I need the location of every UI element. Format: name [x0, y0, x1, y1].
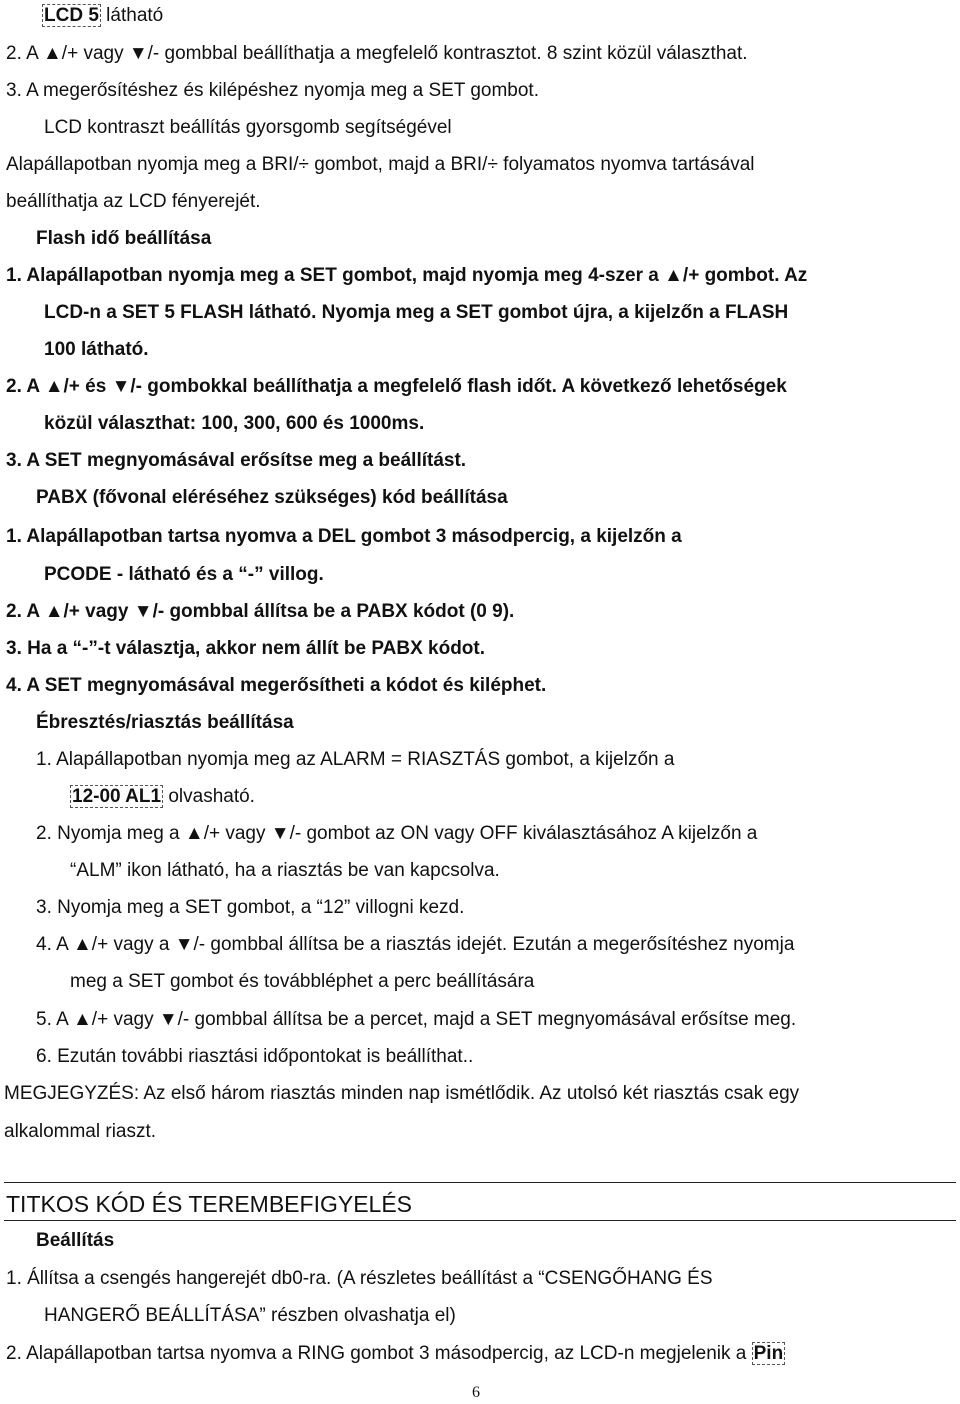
text-line: 1. Állítsa a csengés hangerejét db0-ra. (A részletes beállítást a “CSENGŐHANG ÉS: [6, 1268, 713, 1289]
text-line: 1. Alapállapotban tartsa nyomva a DEL gombot 3 másodpercig, a kijelzőn a: [6, 526, 682, 547]
text-line: 3. A megerősítéshez és kilépéshez nyomja meg a SET gombot.: [6, 80, 539, 101]
lcd-display-value: LCD 5: [44, 5, 99, 26]
text-line: 2. Nyomja meg a ▲/+ vagy ▼/- gombot az ON vagy OFF kiválasztásához A kijelzőn a: [36, 823, 758, 844]
text-line: 100 látható.: [44, 339, 149, 360]
note-line: MEGJEGYZÉS: Az első három riasztás minden nap ismétlődik. Az utolsó két riasztás csak egy: [4, 1083, 800, 1104]
text-line: 2. A ▲/+ és ▼/- gombokkal beállíthatja a megfelelő flash időt. A következő lehetőségek: [6, 376, 787, 397]
text-line: 4. A SET megnyomásával megerősítheti a kódot és kiléphet.: [6, 675, 547, 696]
text-line: “ALM” ikon látható, ha a riasztás be van kapcsolva.: [70, 860, 500, 881]
section-rule-top: [4, 1182, 956, 1183]
text-line: 1. Alapállapotban nyomja meg az ALARM = RIASZTÁS gombot, a kijelzőn a: [36, 749, 675, 770]
text-line: HANGERŐ BEÁLLÍTÁSA” részben olvashatja el): [44, 1305, 456, 1326]
text-line: PCODE - látható és a “-” villog.: [44, 564, 324, 585]
text-line: 5. A ▲/+ vagy ▼/- gombbal állítsa be a percet, majd a SET megnyomásával erősítse meg.: [36, 1009, 797, 1030]
text-line: 6. Ezután további riasztási időpontokat is beállíthat..: [36, 1046, 474, 1067]
section-heading: TITKOS KÓD ÉS TEREMBEFIGYELÉS: [6, 1191, 413, 1217]
text-line: Alapállapotban nyomja meg a BRI/÷ gombot, majd a BRI/÷ folyamatos nyomva tartásával: [6, 154, 755, 175]
text-line: 2. A ▲/+ vagy ▼/- gombbal állítsa be a PABX kódot (0 9).: [6, 601, 515, 622]
subheading: Beállítás: [36, 1230, 115, 1251]
text-line: 1. Alapállapotban nyomja meg a SET gombot, majd nyomja meg 4-szer a ▲/+ gombot. Az: [6, 265, 808, 286]
page-number: 6: [472, 1384, 480, 1401]
lcd-display-value: Pin: [753, 1343, 784, 1364]
text-line: 4. A ▲/+ vagy a ▼/- gombbal állítsa be a riasztás idejét. Ezután a megerősítéshez nyomja: [36, 934, 795, 955]
text-line: meg a SET gombot és továbbléphet a perc beállítására: [70, 971, 535, 992]
subheading: PABX (fővonal eléréséhez szükséges) kód beállítása: [36, 487, 508, 508]
text-line: 3. Nyomja meg a SET gombot, a “12” villogni kezd.: [36, 897, 465, 918]
subheading: LCD kontraszt beállítás gyorsgomb segítségével: [44, 117, 452, 138]
text-line: 3. A SET megnyomásával erősítse meg a beállítást.: [6, 450, 467, 471]
text-line: 12-00 AL1 olvasható.: [72, 786, 255, 807]
text-line: beállíthatja az LCD fényerejét.: [6, 191, 261, 212]
subheading: Flash idő beállítása: [36, 228, 212, 249]
lcd-display-value: 12-00 AL1: [72, 786, 162, 807]
text-line: 2. Alapállapotban tartsa nyomva a RING gombot 3 másodpercig, az LCD-n megjelenik a Pin: [6, 1343, 784, 1364]
text-line: LCD-n a SET 5 FLASH látható. Nyomja meg a SET gombot újra, a kijelzőn a FLASH: [44, 302, 789, 323]
section-rule-bottom: [4, 1220, 956, 1221]
text-line: 2. A ▲/+ vagy ▼/- gombbal beállíthatja a megfelelő kontrasztot. 8 szint közül választhat.: [6, 43, 748, 64]
subheading: Ébresztés/riasztás beállítása: [36, 712, 294, 733]
text-line: alkalommal riaszt.: [4, 1121, 157, 1142]
text-line: közül választhat: 100, 300, 600 és 1000ms.: [44, 413, 425, 434]
text-line: 3. Ha a “-”-t választja, akkor nem állít be PABX kódot.: [6, 638, 486, 659]
text-line: LCD 5 látható: [44, 5, 164, 26]
